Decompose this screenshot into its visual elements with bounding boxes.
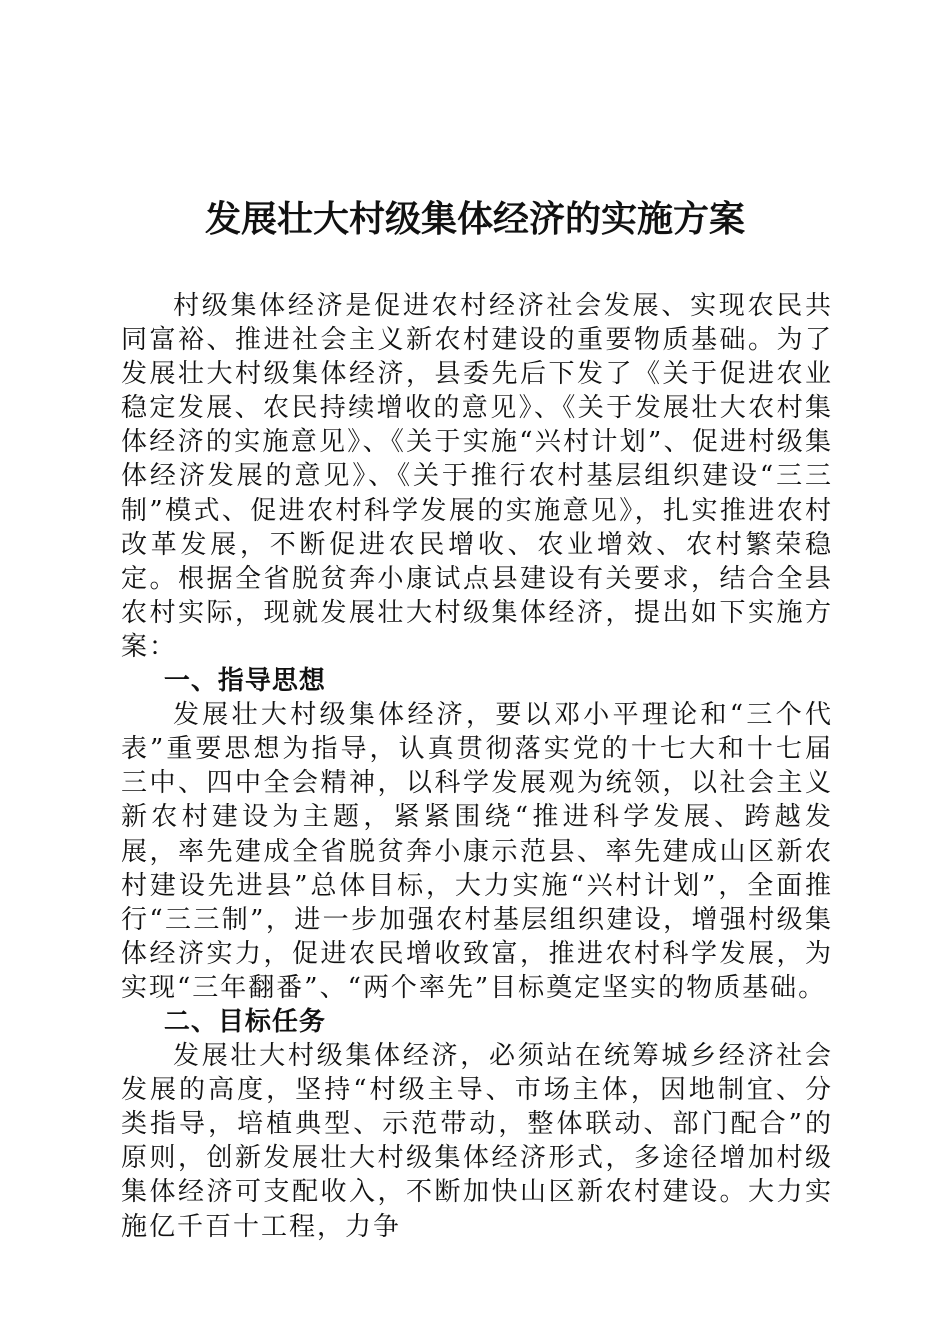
document-title: 发展壮大村级集体经济的实施方案	[204, 198, 745, 240]
section-heading-guiding-ideology: 一、指导思想	[163, 666, 326, 697]
section-heading-goals-tasks: 二、目标任务	[163, 1006, 326, 1037]
intro-paragraph: 村级集体经济是促进农村经济社会发展、实现农民共同富裕、推进社会主义新农村建设的重要物质基础。为了发展壮大村级集体经济，县委先后下发了《关于促进农业稳定发展、农民持续增收的意见》、《关于发展壮大农村集体经济的实施意见》、《关于实施“兴村计划”、促进村级集体经济发展的意见》、《关于推行农村基层组织建设“三三制”模式、促进农村科学发展的实施意见》，扎实推进农村改革发展，不断促进农民增收、农业增效、农村繁荣稳定。根据全省脱贫奔小康试点县建设有关要求，结合全县农村实际，现就发展壮大村级集体经济，提出如下实施方案：	[121, 291, 833, 662]
goals-tasks-paragraph: 发展壮大村级集体经济，必须站在统筹城乡经济社会发展的高度，坚持“村级主导、市场主体，因地制宜、分类指导，培植典型、示范带动，整体联动、部门配合”的原则，创新发展壮大村级集体经济形式，多途径增加村级集体经济可支配收入，不断加快山区新农村建设。大力实施亿千百十工程，力争	[121, 1041, 833, 1242]
guiding-ideology-paragraph: 发展壮大村级集体经济，要以邓小平理论和“三个代表”重要思想为指导，认真贯彻落实党的十七大和十七届三中、四中全会精神，以科学发展观为统领，以社会主义新农村建设为主题，紧紧围绕“推进科学发展、跨越发展，率先建成全省脱贫奔小康示范县、率先建成山区新农村建设先进县”总体目标，大力实施“兴村计划”，全面推行“三三制”，进一步加强农村基层组织建设，增强村级集体经济实力，促进农民增收致富，推进农村科学发展，为实现“三年翻番”、“两个率先”目标奠定坚实的物质基础。	[121, 700, 833, 1003]
document-body	[121, 289, 833, 1244]
